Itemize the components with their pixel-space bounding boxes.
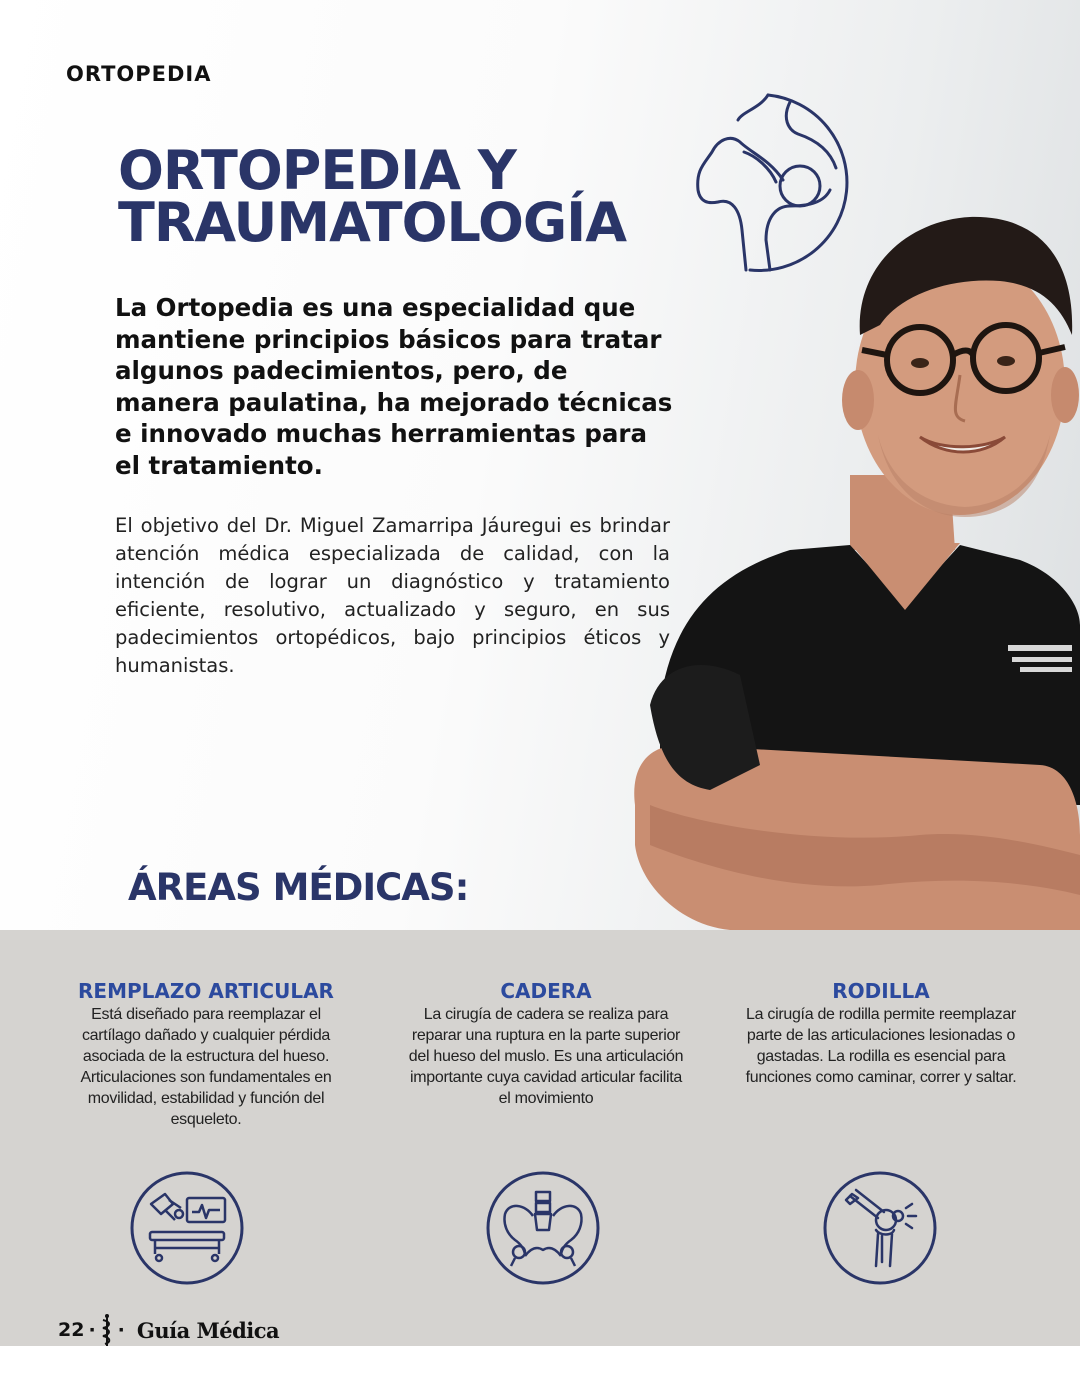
medical-areas-panel — [0, 930, 1080, 1346]
knee-joint-icon — [822, 1170, 938, 1286]
area-card-knee — [731, 978, 1031, 1088]
title-line-1: ORTOPEDIA Y — [118, 139, 516, 202]
footer — [58, 1313, 279, 1347]
body-paragraph: El objetivo del Dr. Miguel Zamarripa Jáuregui es brindar atención médica especializada de calidad, con la intención de lograr un diagnóstico y tratamiento eficiente, resolutivo, actualizado y seguro, en sus padecimientos ortopédicos, bajo principios éticos y humanistas. — [115, 514, 670, 677]
footer-strip — [0, 1346, 1080, 1394]
area-card-hip — [396, 978, 696, 1109]
area-description: Está diseñado para reemplazar el cartílago dañado y cualquier pérdida asociada de la estructura del hueso. Articulaciones son fundamentales en movilidad, estabilidad y función del esqueleto. — [80, 1006, 332, 1128]
separator-dot: · — [88, 1319, 96, 1341]
area-description: La cirugía de rodilla permite reemplazar parte de las articulaciones lesionadas o gastadas. La rodilla es esencial para funciones como caminar, correr y saltar. — [745, 1006, 1017, 1086]
separator-dot: · — [117, 1319, 125, 1341]
area-title: CADERA — [500, 979, 592, 1003]
area-title: REMPLAZO ARTICULAR — [78, 979, 334, 1003]
section-label: ORTOPEDIA — [66, 62, 212, 86]
hospital-bed-monitor-icon — [129, 1170, 245, 1286]
area-card-joint-replacement — [56, 978, 356, 1130]
pelvis-icon — [485, 1170, 601, 1286]
doctor-photo — [620, 205, 1080, 930]
area-description: La cirugía de cadera se realiza para reparar una ruptura en la parte superior del hueso del muslo. Es una articulación importante cuya cavidad articular facilita el movimiento — [408, 1006, 684, 1107]
title-line-2: TRAUMATOLOGÍA — [118, 191, 627, 254]
areas-title: ÁREAS MÉDICAS: — [128, 866, 469, 909]
lead-paragraph: La Ortopedia es una especialidad que mantiene principios básicos para tratar algunos padecimientos, pero, de manera paulatina, ha mejorado técnicas e innovado muchas herramientas para el tratamiento. — [115, 293, 673, 480]
area-title: RODILLA — [832, 979, 930, 1003]
caduceus-icon — [100, 1313, 114, 1347]
page-number: 22 — [58, 1319, 85, 1341]
brand-name: Guía Médica — [136, 1317, 280, 1343]
